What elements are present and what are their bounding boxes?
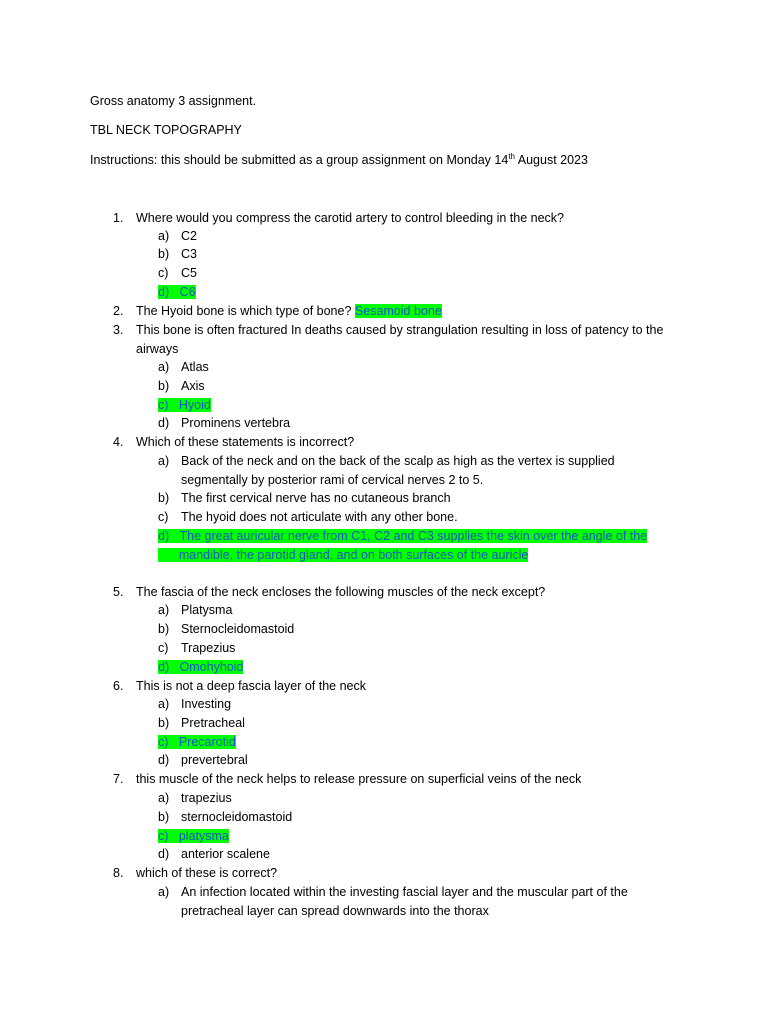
- question-number: 6.: [113, 679, 124, 693]
- option-row-answer: [158, 527, 647, 545]
- option-letter: b): [158, 247, 170, 261]
- document-subtitle: TBL NECK TOPOGRAPHY: [90, 123, 242, 137]
- option-text: Hyoid: [178, 398, 211, 412]
- option-letter: a): [158, 229, 170, 243]
- option-row-answer: [158, 396, 211, 414]
- option-text: The great auricular nerve from C1, C2 and C3 supplies the skin over the angle of the: [179, 529, 648, 543]
- answer-highlight: Sesamoid bone: [354, 304, 442, 318]
- option-row-answer: [158, 827, 229, 845]
- option-text: C3: [181, 247, 197, 261]
- option-text: Omohyhoid: [179, 660, 244, 674]
- option-letter: c): [158, 735, 169, 749]
- option-text: The hyoid does not articulate with any other bone.: [181, 510, 458, 524]
- option-letter: b): [158, 491, 170, 505]
- option-text-continued: segmentally by posterior rami of cervical nerves 2 to 5.: [181, 473, 484, 487]
- option-row-answer: [158, 283, 196, 301]
- option-text: Axis: [181, 379, 205, 393]
- option-text: Prominens vertebra: [181, 416, 291, 430]
- question-number: 4.: [113, 435, 124, 449]
- option-text-continued: mandible, the parotid gland, and on both surfaces of the auricle: [178, 548, 529, 562]
- question-text: This is not a deep fascia layer of the neck: [136, 679, 366, 693]
- option-text: Pretracheal: [181, 716, 245, 730]
- instructions: [90, 151, 588, 169]
- answer-highlight: [158, 548, 528, 562]
- option-letter: a): [158, 360, 170, 374]
- option-letter: a): [158, 603, 170, 617]
- option-row-answer-continued: [158, 546, 528, 564]
- option-letter: c): [158, 641, 169, 655]
- question-number: 5.: [113, 585, 124, 599]
- option-text: Back of the neck and on the back of the scalp as high as the vertex is supplied: [181, 454, 615, 468]
- question-text: which of these is correct?: [136, 866, 278, 880]
- option-letter: b): [158, 810, 170, 824]
- answer-highlight: [158, 285, 196, 299]
- option-text: An infection located within the investing fascial layer and the muscular part of the: [181, 885, 628, 899]
- question-text-continued: airways: [136, 342, 179, 356]
- question-number: 8.: [113, 866, 124, 880]
- option-letter: d): [158, 753, 170, 767]
- option-text: anterior scalene: [181, 847, 270, 861]
- option-row-answer: [158, 733, 236, 751]
- option-text: platysma: [178, 829, 229, 843]
- option-letter: a): [158, 697, 170, 711]
- option-letter: d): [158, 847, 170, 861]
- document-title: Gross anatomy 3 assignment.: [90, 94, 257, 108]
- option-text: Sternocleidomastoid: [181, 622, 295, 636]
- option-text: C6: [179, 285, 196, 299]
- option-text: The first cervical nerve has no cutaneous branch: [181, 491, 451, 505]
- option-letter: d): [158, 416, 170, 430]
- option-letter: b): [158, 622, 170, 636]
- instructions-text: Instructions: this should be submitted as a group assignment on Monday 14: [90, 153, 509, 167]
- question-text: This bone is often fractured In deaths caused by strangulation resulting in loss of patency to the: [136, 323, 664, 337]
- option-text-continued: pretracheal layer can spread downwards into the thorax: [181, 904, 489, 918]
- option-text: Atlas: [181, 360, 209, 374]
- question-text: Where would you compress the carotid artery to control bleeding in the neck?: [136, 211, 565, 225]
- option-text: C2: [181, 229, 197, 243]
- option-letter: d): [158, 285, 170, 299]
- question-text: this muscle of the neck helps to release pressure on superficial veins of the neck: [136, 772, 582, 786]
- option-letter: c): [158, 398, 169, 412]
- question-number: 2.: [113, 304, 124, 318]
- question-number: 1.: [113, 211, 124, 225]
- option-letter: a): [158, 885, 170, 899]
- option-letter: b): [158, 379, 170, 393]
- answer-highlight: [158, 660, 243, 674]
- option-letter: c): [158, 266, 169, 280]
- option-letter: a): [158, 791, 170, 805]
- option-text: Investing: [181, 697, 232, 711]
- question-line: [136, 302, 442, 320]
- question-text: The Hyoid bone is which type of bone?: [136, 304, 352, 318]
- question-text: Which of these statements is incorrect?: [136, 435, 355, 449]
- option-text: trapezius: [181, 791, 232, 805]
- option-row-answer: [158, 658, 243, 676]
- option-letter: b): [158, 716, 170, 730]
- option-text: Precarotid: [178, 735, 236, 749]
- option-letter: c): [158, 510, 169, 524]
- option-text: C5: [181, 266, 197, 280]
- question-number: 7.: [113, 772, 124, 786]
- option-letter: a): [158, 454, 170, 468]
- instructions-superscript: th: [508, 151, 515, 161]
- option-letter: d): [158, 660, 170, 674]
- option-text: Platysma: [181, 603, 233, 617]
- option-text: prevertebral: [181, 753, 248, 767]
- answer-highlight: [158, 829, 229, 843]
- instructions-date: August 2023: [514, 153, 588, 167]
- option-letter: d): [158, 529, 170, 543]
- question-text: The fascia of the neck encloses the following muscles of the neck except?: [136, 585, 546, 599]
- option-text: Trapezius: [181, 641, 236, 655]
- option-letter: c): [158, 829, 169, 843]
- answer-highlight: [158, 735, 236, 749]
- answer-highlight: [158, 398, 211, 412]
- question-number: 3.: [113, 323, 124, 337]
- answer-highlight: [158, 529, 647, 543]
- option-text: sternocleidomastoid: [181, 810, 293, 824]
